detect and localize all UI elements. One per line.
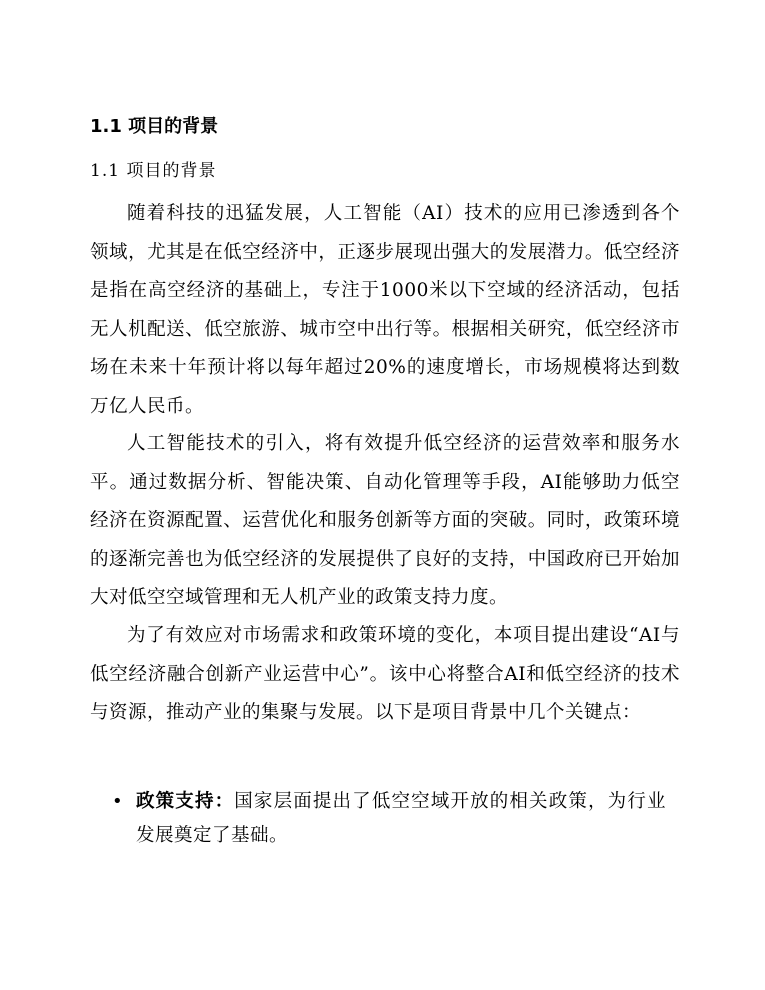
paragraph-ai-impact: 人工智能技术的引入，将有效提升低空经济的运营效率和服务水平。通过数据分析、智能决策、自动化管理等手段，AI能够助力低空经济在资源配置、运营优化和服务创新等方面的突破。同时，政策环境的逐渐完善也为低空经济的发展提供了良好的支持，中国政府已开始加大对低空空域管理和无人机产业的政策支持力度。 — [90, 433, 680, 608]
section-heading: 1.1 项目的背景 — [90, 116, 219, 137]
bullet-content — [136, 785, 666, 853]
paragraph-intro: 随着科技的迅猛发展，人工智能（AI）技术的应用已渗透到各个领域，尤其是在低空经济中，正逐步展现出强大的发展潜力。低空经济是指在高空经济的基础上，专注于1000米以下空域的经济活动，包括无人机配送、低空旅游、城市空中出行等。根据相关研究，低空经济市场在未来十年预计将以每年超过20%的速度增长，市场规模将达到数万亿人民币。 — [90, 203, 680, 417]
bullet-icon: • — [112, 791, 124, 812]
paragraph-project-proposal: 为了有效应对市场需求和政策环境的变化，本项目提出建设“AI与低空经济融合创新产业运营中心”。该中心将整合AI和低空经济的技术与资源，推动产业的集聚与发展。以下是项目背景中几个关键点： — [90, 625, 680, 723]
bullet-label: 政策支持： — [136, 791, 235, 812]
section-subheading: 1.1 项目的背景 — [90, 161, 217, 181]
bullet-text: 国家层面提出了低空空域开放的相关政策，为行业发展奠定了基础。 — [136, 791, 666, 846]
